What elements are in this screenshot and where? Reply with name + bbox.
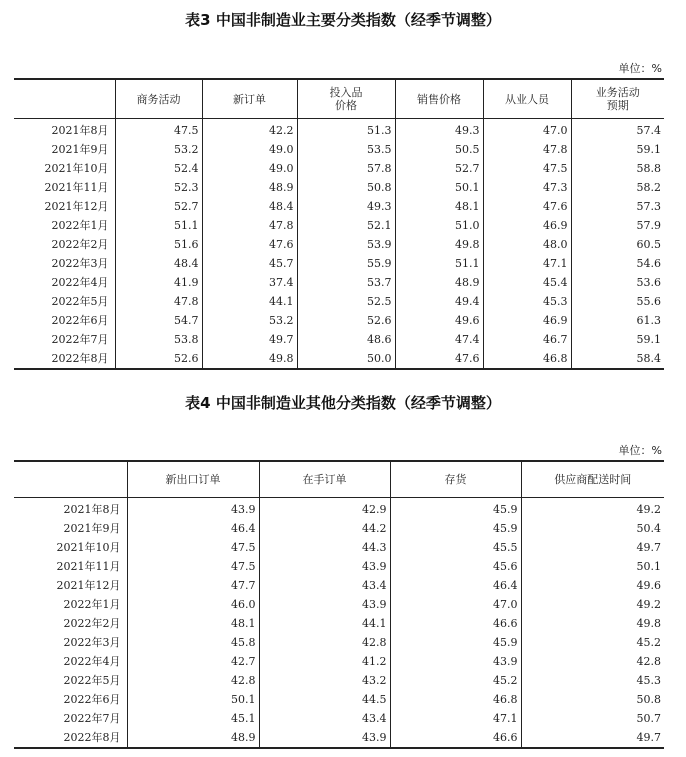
table3-row bbox=[14, 119, 664, 141]
table3-value-cell: 53.7 bbox=[297, 273, 395, 292]
table4-value-cell: 45.6 bbox=[390, 557, 521, 576]
table4-row bbox=[14, 728, 664, 748]
table4-value-cell: 50.7 bbox=[521, 709, 664, 728]
table3-row bbox=[14, 235, 664, 254]
table4-row bbox=[14, 671, 664, 690]
table3-row bbox=[14, 349, 664, 369]
table3-value-cell: 50.8 bbox=[297, 178, 395, 197]
table3-value-cell: 57.8 bbox=[297, 159, 395, 178]
table4-value-cell: 47.1 bbox=[390, 709, 521, 728]
table3-value-cell: 48.6 bbox=[297, 330, 395, 349]
table4-value-cell: 45.1 bbox=[127, 709, 259, 728]
table3-value-cell: 52.1 bbox=[297, 216, 395, 235]
table4-value-cell: 45.8 bbox=[127, 633, 259, 652]
table3-value-cell: 53.8 bbox=[115, 330, 202, 349]
table3-value-cell: 57.9 bbox=[571, 216, 664, 235]
table3-value-cell: 52.7 bbox=[115, 197, 202, 216]
table4-value-cell: 42.8 bbox=[521, 652, 664, 671]
table3-month-cell: 2022年5月 bbox=[51, 295, 109, 308]
table3-value-cell: 54.6 bbox=[571, 254, 664, 273]
table4-month-cell: 2021年12月 bbox=[56, 579, 121, 592]
table4-header-cell: 新出口订单 bbox=[127, 461, 259, 498]
table3-month-cell: 2022年7月 bbox=[51, 333, 109, 346]
table4-value-cell: 42.9 bbox=[259, 498, 390, 520]
table3-header-row bbox=[14, 79, 664, 119]
table3-value-cell: 50.5 bbox=[395, 140, 483, 159]
table3-value-cell: 55.9 bbox=[297, 254, 395, 273]
table4-value-cell: 41.2 bbox=[259, 652, 390, 671]
table4-value-cell: 43.9 bbox=[127, 498, 259, 520]
table3-month-cell: 2022年4月 bbox=[51, 276, 109, 289]
table3-row bbox=[14, 197, 664, 216]
table3-row bbox=[14, 216, 664, 235]
table3-value-cell: 49.3 bbox=[297, 197, 395, 216]
table3-month-cell: 2022年3月 bbox=[51, 257, 109, 270]
table3-row bbox=[14, 254, 664, 273]
table3-value-cell: 53.2 bbox=[115, 140, 202, 159]
table3-value-cell: 48.1 bbox=[395, 197, 483, 216]
table3-month-cell: 2022年2月 bbox=[51, 238, 109, 251]
table3-value-cell: 53.5 bbox=[297, 140, 395, 159]
table4-month-cell: 2022年7月 bbox=[63, 712, 121, 725]
table3-value-cell: 45.3 bbox=[483, 292, 571, 311]
table3-value-cell: 44.1 bbox=[202, 292, 297, 311]
table4-value-cell: 45.9 bbox=[390, 633, 521, 652]
table3-value-cell: 45.4 bbox=[483, 273, 571, 292]
table3-header-cell: 投入品 价格 bbox=[297, 79, 395, 119]
table3-value-cell: 54.7 bbox=[115, 311, 202, 330]
table3 bbox=[14, 78, 664, 370]
table3-value-cell: 51.1 bbox=[115, 216, 202, 235]
table4-header-cell: 存货 bbox=[390, 461, 521, 498]
table3-body bbox=[14, 119, 664, 370]
table3-value-cell: 60.5 bbox=[571, 235, 664, 254]
table3-value-cell: 52.4 bbox=[115, 159, 202, 178]
table4-row bbox=[14, 538, 664, 557]
table3-header-cell: 业务活动 预期 bbox=[571, 79, 664, 119]
table4-header-corner bbox=[14, 461, 127, 498]
table3-month-cell: 2021年8月 bbox=[51, 124, 109, 137]
table4-value-cell: 43.4 bbox=[259, 709, 390, 728]
table3-value-cell: 46.8 bbox=[483, 349, 571, 369]
table4-row bbox=[14, 614, 664, 633]
table4-month-cell: 2022年8月 bbox=[14, 728, 127, 748]
table3-value-cell: 47.4 bbox=[395, 330, 483, 349]
table3-value-cell: 52.6 bbox=[297, 311, 395, 330]
table3-value-cell: 59.1 bbox=[571, 140, 664, 159]
table3-row bbox=[14, 330, 664, 349]
table3-header-cell: 销售价格 bbox=[395, 79, 483, 119]
table4-month-cell: 2021年10月 bbox=[56, 541, 121, 554]
table3-value-cell: 48.9 bbox=[202, 178, 297, 197]
table4-value-cell: 46.6 bbox=[390, 614, 521, 633]
table3-value-cell: 49.0 bbox=[202, 140, 297, 159]
table4-unit: 单位：% bbox=[618, 444, 662, 457]
table4-value-cell: 43.9 bbox=[259, 728, 390, 748]
table4-value-cell: 44.3 bbox=[259, 538, 390, 557]
table3-value-cell: 48.4 bbox=[202, 197, 297, 216]
table4-month-cell: 2021年11月 bbox=[56, 560, 121, 573]
table4-value-cell: 42.8 bbox=[127, 671, 259, 690]
table3-value-cell: 47.5 bbox=[115, 119, 202, 141]
table4-month-cell: 2022年6月 bbox=[63, 693, 121, 706]
table3-title: 表3 中国非制造业主要分类指数（经季节调整） bbox=[185, 11, 501, 29]
table4-row bbox=[14, 498, 664, 520]
table3-value-cell: 58.4 bbox=[571, 349, 664, 369]
table4-value-cell: 49.2 bbox=[521, 595, 664, 614]
table4-body bbox=[14, 498, 664, 749]
table4-value-cell: 42.7 bbox=[127, 652, 259, 671]
table3-month-cell: 2022年8月 bbox=[14, 349, 115, 369]
table3-value-cell: 51.1 bbox=[395, 254, 483, 273]
table4-row bbox=[14, 709, 664, 728]
table3-value-cell: 49.0 bbox=[202, 159, 297, 178]
table3-row bbox=[14, 178, 664, 197]
table3-value-cell: 47.0 bbox=[483, 119, 571, 141]
table3-value-cell: 52.6 bbox=[115, 349, 202, 369]
table3-value-cell: 52.3 bbox=[115, 178, 202, 197]
table4-month-cell: 2022年3月 bbox=[63, 636, 121, 649]
table3-value-cell: 52.7 bbox=[395, 159, 483, 178]
table3-value-cell: 47.6 bbox=[395, 349, 483, 369]
table3-value-cell: 57.3 bbox=[571, 197, 664, 216]
table4-row bbox=[14, 595, 664, 614]
table4-row bbox=[14, 652, 664, 671]
table3-month-cell: 2021年12月 bbox=[44, 200, 109, 213]
table3-value-cell: 46.9 bbox=[483, 216, 571, 235]
table3-row bbox=[14, 273, 664, 292]
table4-value-cell: 43.4 bbox=[259, 576, 390, 595]
table4-row bbox=[14, 633, 664, 652]
table4-month-cell: 2022年4月 bbox=[63, 655, 121, 668]
table4-value-cell: 49.7 bbox=[521, 728, 664, 748]
table3-row bbox=[14, 292, 664, 311]
table3-value-cell: 57.4 bbox=[571, 119, 664, 141]
table4-value-cell: 50.4 bbox=[521, 519, 664, 538]
table4-value-cell: 48.1 bbox=[127, 614, 259, 633]
table3-value-cell: 41.9 bbox=[115, 273, 202, 292]
table3-value-cell: 51.6 bbox=[115, 235, 202, 254]
table3-value-cell: 59.1 bbox=[571, 330, 664, 349]
table3-month-cell: 2021年9月 bbox=[51, 143, 109, 156]
table3-value-cell: 49.3 bbox=[395, 119, 483, 141]
table4-value-cell: 45.2 bbox=[521, 633, 664, 652]
table4-value-cell: 49.6 bbox=[521, 576, 664, 595]
table3-value-cell: 47.6 bbox=[483, 197, 571, 216]
table4-value-cell: 46.6 bbox=[390, 728, 521, 748]
table3-month-cell: 2022年1月 bbox=[51, 219, 109, 232]
table3-value-cell: 50.1 bbox=[395, 178, 483, 197]
table3-value-cell: 37.4 bbox=[202, 273, 297, 292]
table3-month-cell: 2021年10月 bbox=[44, 162, 109, 175]
table3-value-cell: 48.9 bbox=[395, 273, 483, 292]
table3-unit: 单位：% bbox=[618, 62, 662, 75]
table4-value-cell: 47.5 bbox=[127, 538, 259, 557]
table3-value-cell: 58.2 bbox=[571, 178, 664, 197]
table4-value-cell: 45.3 bbox=[521, 671, 664, 690]
table3-value-cell: 47.1 bbox=[483, 254, 571, 273]
table4-value-cell: 43.9 bbox=[259, 595, 390, 614]
table4-value-cell: 43.9 bbox=[259, 557, 390, 576]
table3-value-cell: 49.6 bbox=[395, 311, 483, 330]
table3-value-cell: 49.7 bbox=[202, 330, 297, 349]
table3-value-cell: 49.8 bbox=[202, 349, 297, 369]
table3-value-cell: 53.6 bbox=[571, 273, 664, 292]
table3-header-corner bbox=[14, 79, 115, 119]
table3-value-cell: 47.6 bbox=[202, 235, 297, 254]
table4-value-cell: 49.7 bbox=[521, 538, 664, 557]
table4-value-cell: 48.9 bbox=[127, 728, 259, 748]
table3-value-cell: 61.3 bbox=[571, 311, 664, 330]
table4-value-cell: 46.4 bbox=[127, 519, 259, 538]
table3-value-cell: 51.0 bbox=[395, 216, 483, 235]
table4-value-cell: 44.2 bbox=[259, 519, 390, 538]
table3-value-cell: 42.2 bbox=[202, 119, 297, 141]
table3-value-cell: 58.8 bbox=[571, 159, 664, 178]
table3-header-cell: 商务活动 bbox=[115, 79, 202, 119]
table3-value-cell: 47.5 bbox=[483, 159, 571, 178]
table3-value-cell: 46.7 bbox=[483, 330, 571, 349]
table4-value-cell: 47.7 bbox=[127, 576, 259, 595]
table4-value-cell: 45.2 bbox=[390, 671, 521, 690]
table4-row bbox=[14, 576, 664, 595]
table4 bbox=[14, 460, 664, 749]
table4-value-cell: 42.8 bbox=[259, 633, 390, 652]
table3-value-cell: 53.9 bbox=[297, 235, 395, 254]
table3-value-cell: 49.4 bbox=[395, 292, 483, 311]
table4-value-cell: 50.1 bbox=[521, 557, 664, 576]
table3-month-cell: 2021年11月 bbox=[44, 181, 109, 194]
table3-header-cell: 从业人员 bbox=[483, 79, 571, 119]
table4-value-cell: 50.8 bbox=[521, 690, 664, 709]
table4-value-cell: 45.9 bbox=[390, 519, 521, 538]
table4-value-cell: 43.2 bbox=[259, 671, 390, 690]
table3-value-cell: 53.2 bbox=[202, 311, 297, 330]
table4-title: 表4 中国非制造业其他分类指数（经季节调整） bbox=[185, 394, 501, 412]
table4-month-cell: 2022年5月 bbox=[63, 674, 121, 687]
table3-value-cell: 55.6 bbox=[571, 292, 664, 311]
table4-value-cell: 47.0 bbox=[390, 595, 521, 614]
table4-month-cell: 2021年9月 bbox=[63, 522, 121, 535]
table4-row bbox=[14, 557, 664, 576]
table4-value-cell: 49.8 bbox=[521, 614, 664, 633]
table3-value-cell: 47.8 bbox=[115, 292, 202, 311]
table4-value-cell: 47.5 bbox=[127, 557, 259, 576]
table4-row bbox=[14, 519, 664, 538]
table4-value-cell: 45.5 bbox=[390, 538, 521, 557]
table3-header-cell: 新订单 bbox=[202, 79, 297, 119]
table3-value-cell: 47.8 bbox=[202, 216, 297, 235]
table3-value-cell: 45.7 bbox=[202, 254, 297, 273]
table3-value-cell: 47.8 bbox=[483, 140, 571, 159]
table3-value-cell: 51.3 bbox=[297, 119, 395, 141]
table4-value-cell: 44.1 bbox=[259, 614, 390, 633]
table4-value-cell: 46.4 bbox=[390, 576, 521, 595]
table3-value-cell: 52.5 bbox=[297, 292, 395, 311]
table4-month-cell: 2022年1月 bbox=[63, 598, 121, 611]
table4-row bbox=[14, 690, 664, 709]
table3-row bbox=[14, 159, 664, 178]
table4-header-cell: 在手订单 bbox=[259, 461, 390, 498]
table4-value-cell: 43.9 bbox=[390, 652, 521, 671]
table4-header-row bbox=[14, 461, 664, 498]
table4-value-cell: 44.5 bbox=[259, 690, 390, 709]
table3-row bbox=[14, 140, 664, 159]
table3-month-cell: 2022年6月 bbox=[51, 314, 109, 327]
table4-header-cell: 供应商配送时间 bbox=[521, 461, 664, 498]
table4-value-cell: 50.1 bbox=[127, 690, 259, 709]
table3-value-cell: 49.8 bbox=[395, 235, 483, 254]
table4-value-cell: 49.2 bbox=[521, 498, 664, 520]
table4-month-cell: 2021年8月 bbox=[63, 503, 121, 516]
table3-value-cell: 50.0 bbox=[297, 349, 395, 369]
table3-row bbox=[14, 311, 664, 330]
table4-value-cell: 46.0 bbox=[127, 595, 259, 614]
table4-month-cell: 2022年2月 bbox=[63, 617, 121, 630]
table4-value-cell: 45.9 bbox=[390, 498, 521, 520]
table3-value-cell: 46.9 bbox=[483, 311, 571, 330]
table3-value-cell: 48.0 bbox=[483, 235, 571, 254]
table4-value-cell: 46.8 bbox=[390, 690, 521, 709]
table3-value-cell: 48.4 bbox=[115, 254, 202, 273]
table3-value-cell: 47.3 bbox=[483, 178, 571, 197]
